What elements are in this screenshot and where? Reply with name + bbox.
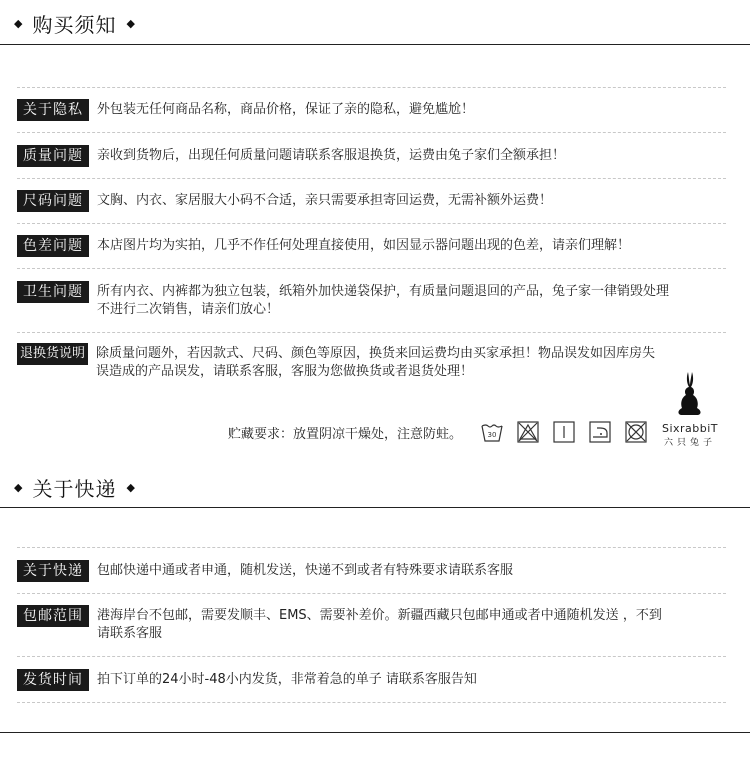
row-text-line: 不进行二次销售，请亲们放心！ xyxy=(97,302,280,317)
row-text-block xyxy=(97,283,669,319)
row-label: 包邮范围 xyxy=(17,605,89,627)
row-label: 发货时间 xyxy=(17,669,89,691)
divider xyxy=(0,732,750,733)
divider xyxy=(0,507,750,508)
divider xyxy=(17,593,726,594)
info-row-color xyxy=(17,235,726,257)
row-text: 本店图片均为实拍，几乎不作任何处理直接使用，如因显示器问题出现的色差，请亲们理解！ xyxy=(97,238,631,253)
divider xyxy=(17,178,726,179)
iron-low-icon xyxy=(588,420,612,444)
row-label: 质量问题 xyxy=(17,145,89,167)
divider xyxy=(17,547,726,548)
row-text-line: 除质量问题外，若因款式、尺码、颜色等原因，换货来回运费均由买家承担！物品误发如因库房失 xyxy=(96,346,656,361)
diamond-icon: ◆ xyxy=(126,16,135,30)
line-dry-icon xyxy=(552,420,576,444)
row-label: 关于隐私 xyxy=(17,99,89,121)
divider xyxy=(0,44,750,45)
row-text: 包邮快递中通或者申通，随机发送，快递不到或者有特殊要求请联系客服 xyxy=(97,563,514,578)
row-label: 关于快递 xyxy=(17,560,89,582)
row-label: 退换货说明 xyxy=(17,343,88,365)
divider xyxy=(17,223,726,224)
section-heading-delivery xyxy=(14,472,135,502)
storage-text: 贮藏要求：放置阴凉干燥处，注意防蛀。 xyxy=(228,426,463,442)
info-row-quality xyxy=(17,145,726,167)
brand-logo xyxy=(660,370,720,448)
info-row-courier xyxy=(17,560,726,582)
divider xyxy=(17,332,726,333)
row-text-block xyxy=(97,607,662,643)
wash-30-icon xyxy=(480,420,504,444)
brand-name-en: SixrabbiT xyxy=(661,422,719,435)
row-text-block xyxy=(96,345,655,381)
rabbit-logo-icon xyxy=(672,370,708,418)
row-label: 卫生问题 xyxy=(17,281,89,303)
row-text-line: 误造成的产品误发，请联系客服，客服为您做换货或者退货处理！ xyxy=(96,364,474,379)
divider xyxy=(17,87,726,88)
diamond-icon: ◆ xyxy=(14,16,23,30)
info-row-size xyxy=(17,190,726,212)
info-row-shipping-time xyxy=(17,669,726,691)
row-label: 色差问题 xyxy=(17,235,89,257)
brand-name-cn: 六只兔子 xyxy=(663,438,716,448)
info-row-hygiene xyxy=(17,281,726,319)
info-row-free-shipping xyxy=(17,605,726,643)
diamond-icon: ◆ xyxy=(14,480,23,494)
row-label: 尺码问题 xyxy=(17,190,89,212)
section-heading-purchase xyxy=(14,8,135,38)
info-row-privacy xyxy=(17,99,726,121)
row-text: 拍下订单的24小时-48小内发货，非常着急的单子 请联系客服告知 xyxy=(97,672,477,687)
section-title: 关于快递 xyxy=(32,476,117,501)
row-text: 文胸、内衣、家居服大小码不合适，亲只需要承担寄回运费，无需补额外运费！ xyxy=(97,193,553,208)
row-text-line: 请联系客服 xyxy=(97,626,163,641)
diamond-icon: ◆ xyxy=(126,480,135,494)
divider xyxy=(17,268,726,269)
row-text: 亲收到货物后，出现任何质量问题请联系客服退换货，运费由兔子家们全额承担！ xyxy=(97,148,566,163)
wash-temp: 30 xyxy=(487,431,497,439)
row-text-line: 港海岸台不包邮，需要发顺丰、EMS、需要补差价。新疆西藏只包邮申通或者中通随机发送 ，不到 xyxy=(97,608,662,623)
storage-info xyxy=(228,420,648,444)
divider xyxy=(17,656,726,657)
info-row-returns xyxy=(17,343,726,381)
row-text-line: 所有内衣、内裤都为独立包装，纸箱外加快递袋保护，有质量问题退回的产品，兔子家一律销毁处理 xyxy=(97,284,670,299)
section-title: 购买须知 xyxy=(32,12,117,37)
no-bleach-icon xyxy=(516,420,540,444)
divider xyxy=(17,702,726,703)
divider xyxy=(17,132,726,133)
row-text: 外包装无任何商品名称，商品价格，保证了亲的隐私，避免尴尬！ xyxy=(97,102,475,117)
no-dryclean-icon xyxy=(624,420,648,444)
